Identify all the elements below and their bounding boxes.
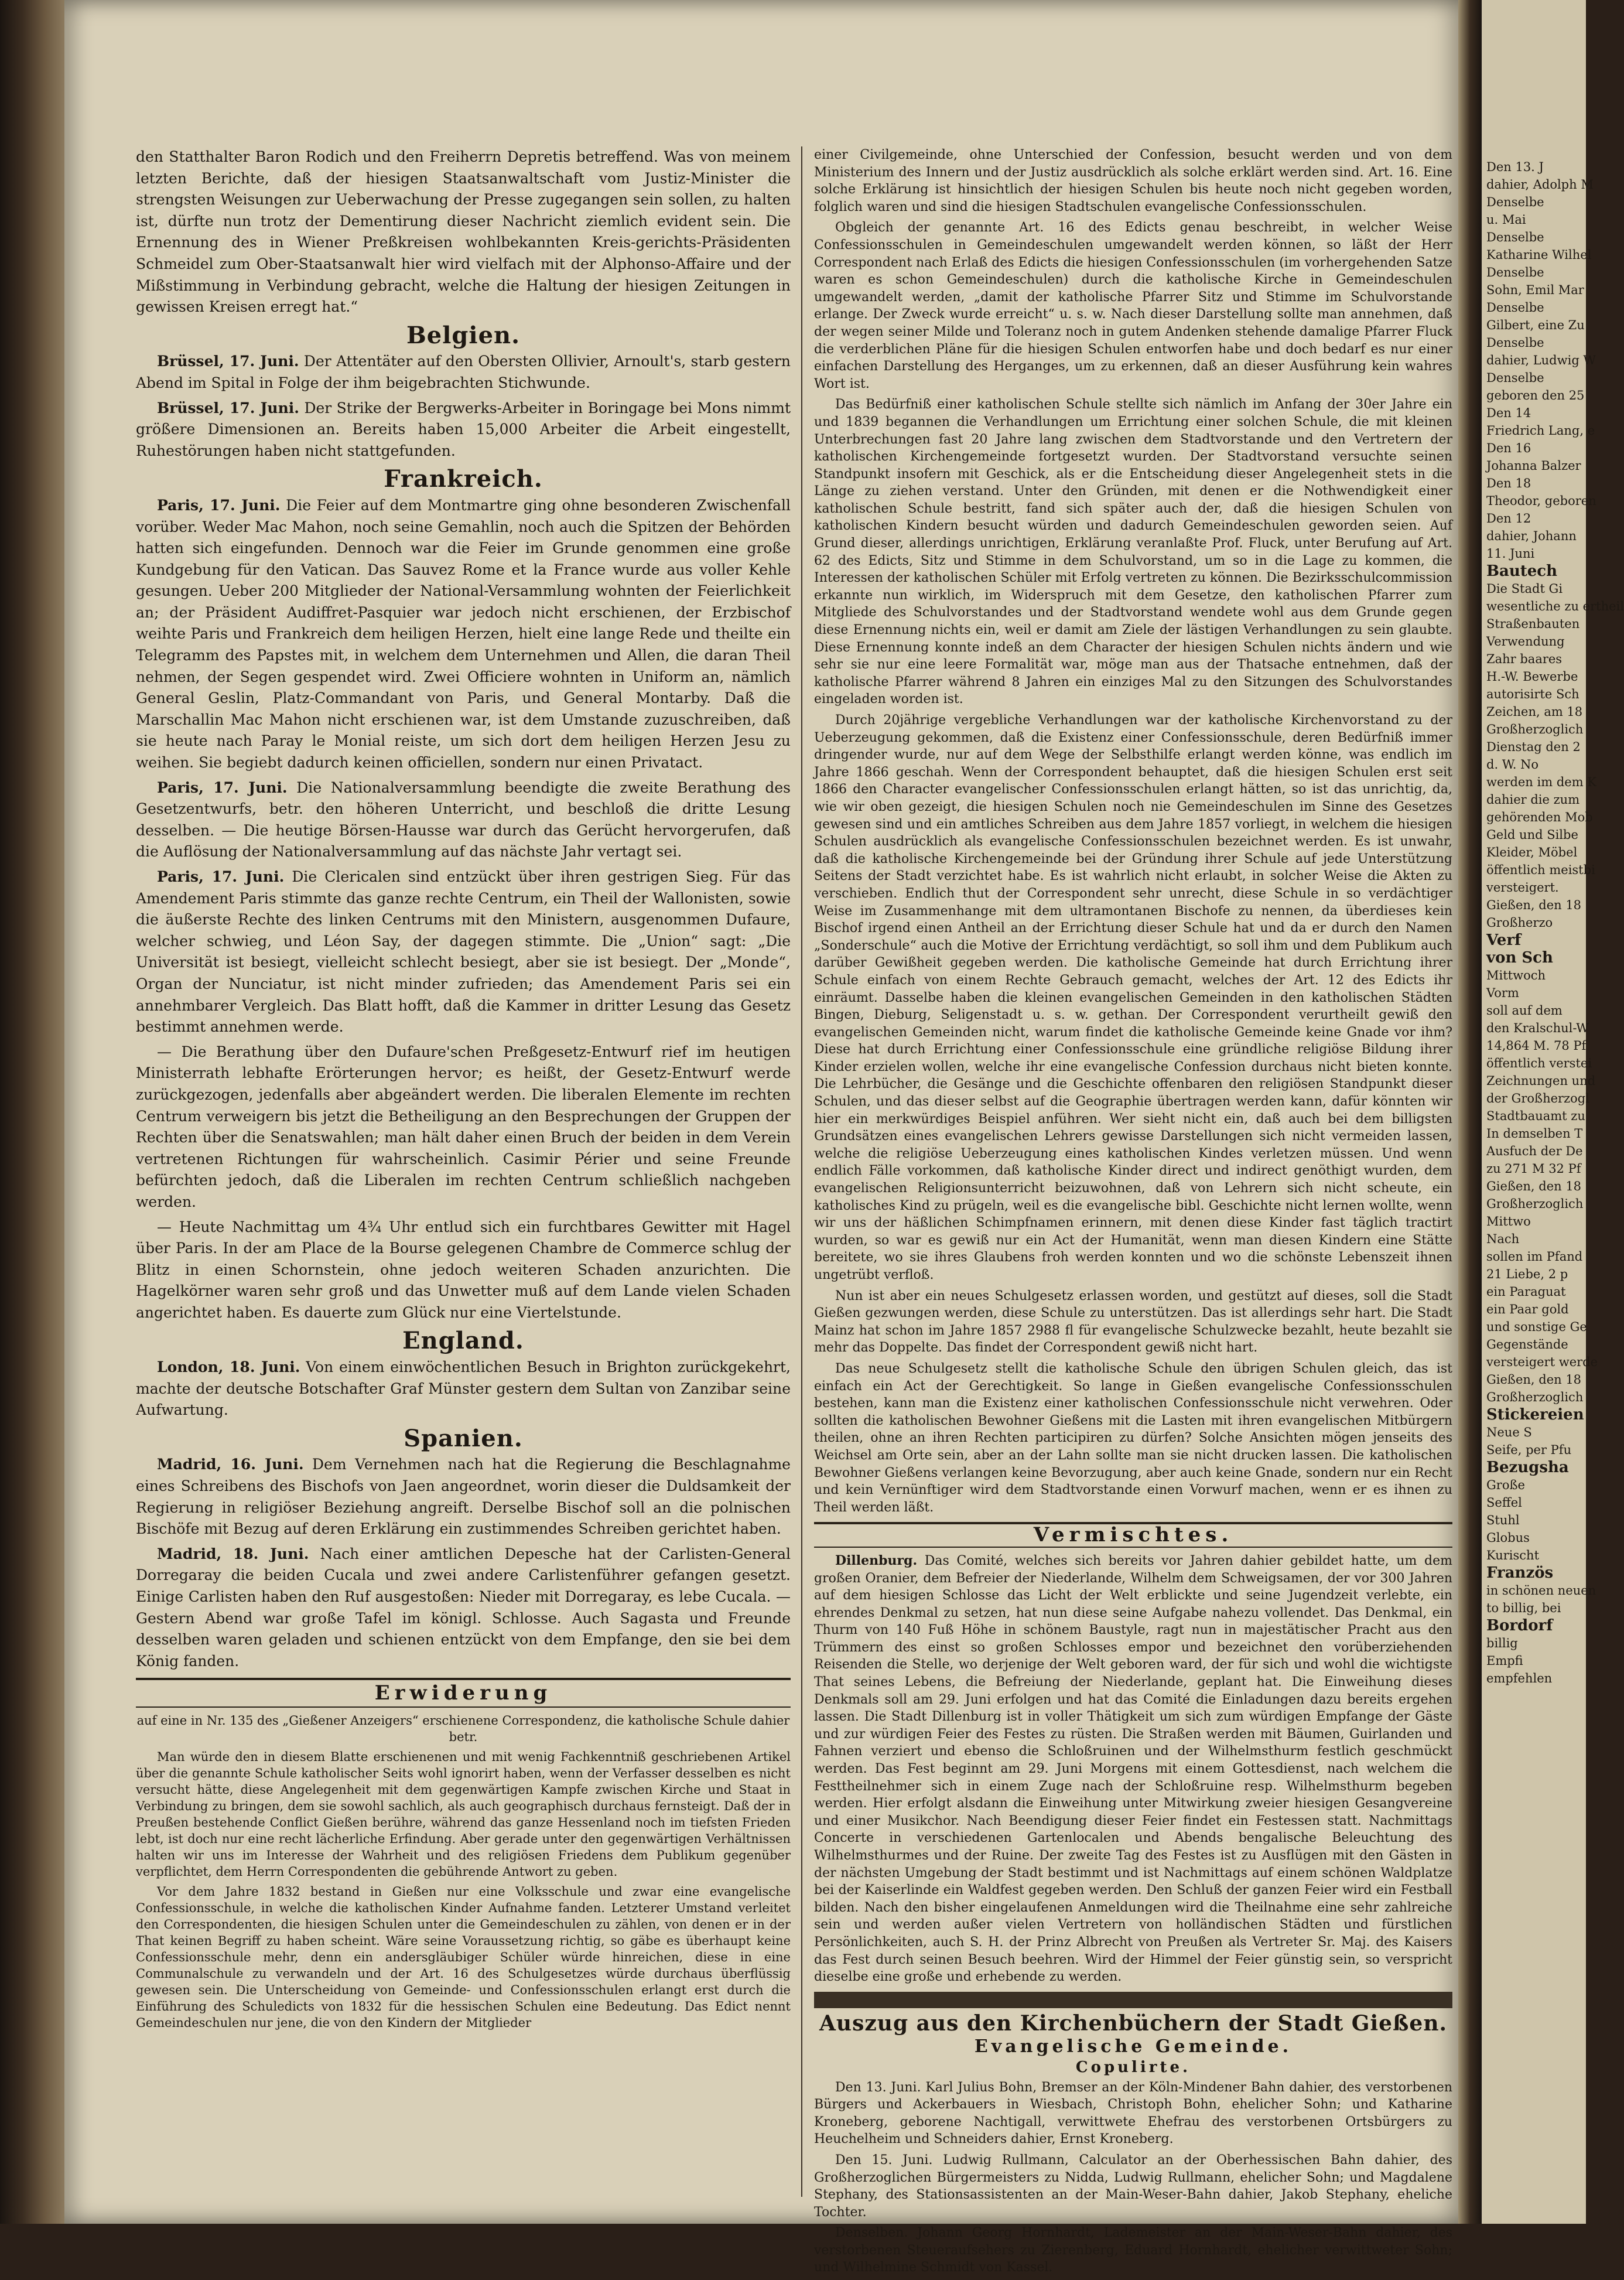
- erwiderung-paragraph: Man würde den in diesem Blatte erschienenen und mit wenig Fachkenntniß geschriebenen Artikel über die genannte Schule katholischer Seits wohl ignorirt haben, wenn der Verfasser desselben es nicht versucht hätte, diese Angelegenheit mit dem gegenwärtigen Kampfe zwischen Kirche und Staat in Verbindung zu bringen, dem sie sowohl sachlich, als auch geographisch durchaus fernsteigt. Daß der in Preußen bestehende Conflict Gießen berühre, während das ganze Hessenland noch im tiefsten Frieden lebt, ist doch nur eine recht lächerliche Erfindung. Aber gerade unter den gegenwärtigen Verhältnissen halten wir uns im Interesse der Wahrheit und des religiösen Friedens dem Publikum gegenüber verpflichtet, dem Herrn Correspondenten die gebührende Antwort zu geben.: [136, 1749, 791, 1879]
- adjacent-page-line: öffentlich verstei: [1486, 1056, 1592, 1070]
- adjacent-page-line: 21 Liebe, 2 p: [1486, 1267, 1568, 1281]
- news-item: [136, 495, 791, 774]
- news-text: Der Attentäter auf den Obersten Ollivier, Arnoult's, starb gestern Abend im Spital in Folge der ihm beigebrachten Stichwunde.: [136, 353, 791, 391]
- adjacent-page-line: d. W. No: [1486, 757, 1539, 772]
- intro-paragraph: den Statthalter Baron Rodich und den Freiherrn Depretis betreffend. Was von meinem letzten Berichte, daß der hiesigen Staatsanwaltschaft vom Justiz-Minister die strengsten Weisungen zur Ueberwachung der Presse zugegangen sein sollen, zu halten ist, dürfte nun trotz der Dementirung dieser Nachricht ziemlich evident sein. Die Ernennung des in Wiener Preßkreisen wohlbekannten Kreis-gerichts-Präsidenten Schmeidel zum Ober-Staatsanwalt hier wird vielfach mit der Alphonso-Affaire und der Mißstimmung in Verbindung gebracht, welche die Haltung der hiesigen Zeitungen in gewissen Kreisen erregt hat.“: [136, 148, 791, 316]
- adjacent-page-line: Denselbe: [1486, 230, 1544, 244]
- adjacent-page-line: ein Paraguat: [1486, 1285, 1566, 1299]
- news-text: Das Comité, welches sich bereits vor Jahren dahier gebildet hatte, um dem großen Oranier, dem Befreier der Niederlande, Wilhelm dem Schweigsamen, der vor 300 Jahren auf dem hiesigen Schlosse das Licht der Welt erblickte und seine Jugendzeit verlebte, ein ehrendes Denkmal zu setzen, hat nun diese seine Aufgabe nahezu vollendet. Das Denkmal, ein Thurm von 140 Fuß Höhe in schönem Baustyle, ragt nun in majestätischer Pracht aus den Trümmern des einst so großen Schlosses empor und bezeichnet den vorüberziehenden Reisenden die Stelle, wo derjenige der Welt geboren ward, der für sich und wohl die wichtigste That seines Lebens, die Befreiung der Niederlande, geplant hat. Die Einweihung dieses Denkmals soll am 29. Juni erfolgen und hat das Comité die Einladungen dazu bereits ergehen lassen. Die Stadt Dillenburg ist in voller Thätigkeit um sich zum würdigen Empfange der Gäste und zur würdigen Feier des Festes zu rüsten. Die Straßen werden mit Bäumen, Guirlanden und Fahnen verziert und ebenso die Schloßruinen und der Wilhelmsthurm festlich geschmückt werden. Das Fest beginnt am 29. Juni Morgens mit einem Gottesdienst, nach welchem die Festtheilnehmer sich in einem Zuge nach der Schloßruine resp. Wilhelmsthurm begeben werden. Hier erfolgt alsdann die Einweihung unter Mitwirkung zweier hiesigen Gesangvereine und einer Musikchor. Nach Beendigung dieser Feier findet ein Festessen statt. Nachmittags Concerte in verschiedenen Gartenlocalen und Abends bengalische Beleuchtung des Wilhelmsthurmes und der Ruine. Der zweite Tag des Festes ist zu Ausflügen mit den Gästen in der nächsten Umgebung der Stadt bestimmt und ist Nachmittags auf einem schönen Waldplatze bei der Kaiserlinde ein Waldfest gegeben werden. Den Schluß der ganzen Feier wird ein Festball bilden. Nach den bisher eingelaufenen Anmeldungen wird die Theilnahme eine sehr zahlreiche sein und werden außer vielen Vertretern von holländischen Städten und fürstlichen Persönlichkeiten, auch S. H. der Prinz Albrecht von Preußen als Vertreter Sr. Maj. des Kaisers das Fest durch seinen Besuch beehren. Wird der Himmel der Feier günstig sein, so verspricht dieselbe eine große und erhebende zu werden.: [814, 1553, 1452, 1985]
- adjacent-page-line: Verf: [1486, 931, 1522, 949]
- adjacent-page-line: Globus: [1486, 1531, 1530, 1545]
- news-item: [136, 1357, 791, 1421]
- adjacent-page-line: den Kralschul-W: [1486, 1021, 1589, 1035]
- dateline: Dillenburg.: [835, 1552, 918, 1568]
- adjacent-page-line: Denselbe: [1486, 195, 1544, 209]
- adjacent-page-line: Zahr baares: [1486, 652, 1563, 666]
- news-text: — Die Berathung über den Dufaure'schen Preßgesetz-Entwurf rief im heutigen Ministerrath lebhafte Erörterungen hervor; es heißt, der Gesetz-Entwurf werde zurückgezogen, jedenfalls aber abgeändert werden. Die liberalen Elemente im rechten Centrum verweigern bis jetzt die Betheiligung an den Besprechungen der Gruppen der Rechten über die Senatswahlen; man hält daher einen Bruch der beiden in dem Verein vertretenen Richtungen für wahrscheinlich. Casimir Périer und seine Freunde befürchten jedoch, daß die Liberalen im rechten Centrum schließlich nachgeben werden.: [136, 1043, 791, 1210]
- vermischtes-heading: Vermischtes.: [814, 1522, 1452, 1548]
- adjacent-page-line: Großherzo: [1486, 916, 1553, 930]
- dateline: Paris, 17. Juni.: [157, 496, 281, 514]
- adjacent-page-line: Stuhl: [1486, 1513, 1520, 1527]
- adjacent-page-line: Denselbe: [1486, 371, 1544, 385]
- adjacent-page-line: ein Paar gold: [1486, 1302, 1569, 1316]
- adjacent-page-line: Empfi: [1486, 1654, 1523, 1668]
- adjacent-page-line: geboren den 25: [1486, 388, 1585, 402]
- dateline: Madrid, 18. Juni.: [157, 1545, 309, 1562]
- dateline: Madrid, 16. Juni.: [157, 1456, 304, 1473]
- adjacent-page-line: Denselbe: [1486, 336, 1544, 350]
- dateline: London, 18. Juni.: [157, 1359, 300, 1376]
- adjacent-page-line: Mittwo: [1486, 1214, 1531, 1228]
- register-entry: Den 15. Juni. Ludwig Rullmann, Calculator an der Oberhessischen Bahn dahier, des Großherzoglichen Bürgermeisters zu Nidda, Ludwig Rullmann, ehelicher Sohn; und Magdalene Stephany, des Stationsassistenten an der Main-Weser-Bahn dahier, Jakob Stephany, eheliche Tochter.: [814, 2152, 1452, 2220]
- erwiderung-continuation: Das Bedürfniß einer katholischen Schule stellte sich nämlich im Anfang der 30er Jahre ein und 1839 begannen die Verhandlungen um Errichtung einer solchen Schule, die mit kleinen Unterbrechungen fast 20 Jahre lang zwischen dem Stadtvorstande und den Vertretern der katholischen Kirchengemeinde fortgesetzt wurden. Der Stadtvorstand versuchte seinen Standpunkt insofern mit Geschick, als er die Entscheidung dieser Angelegenheit stets in die Länge zu ziehen verstand. Unter den Gründen, mit denen er die Nothwendigkeit einer katholischen Schule bestritt, fand sich später auch der, daß die hiesigen Schulen von katholischen Kindern besucht würden und dadurch Gemeindeschulen geworden seien. Auf Grund dieser, allerdings unrichtigen, Erklärung veranlaßte Prof. Fluck, unter Berufung auf Art. 62 des Edicts, Sitz und Stimme in dem Schulvorstand, um so in die Lage zu kommen, die Interessen der katholischen Schüler mit Erfolg vertreten zu können. Die Bezirksschulcommission erkannte nun wirklich, im Widerspruch mit dem Gesetze, den katholischen Pfarrer zum Mitgliede des Schulvorstandes und der Stadtvorstand wendete wohl aus dem Grunde gegen diese Ernennung nichts ein, weil er damit am Ziele der lästigen Verhandlungen zu sein glaubte. Diese Ernennung konnte indeß an dem Character der hiesigen Schulen nichts ändern und wie sehr sie nur eine leere Formalität war, möge man aus der Thatsache entnehmen, daß der katholische Pfarrer während 8 Jahren ein einziges Mal zu den Sitzungen des Schulvorstandes eingeladen worden ist.: [814, 397, 1452, 707]
- adjacent-page-line: gehörenden Mob: [1486, 810, 1593, 824]
- adjacent-page-line: empfehlen: [1486, 1671, 1553, 1685]
- adjacent-page-line: wesentliche zu ertheil: [1486, 599, 1624, 613]
- adjacent-page-line: Nach: [1486, 1232, 1520, 1246]
- adjacent-page-line: billig: [1486, 1636, 1518, 1650]
- adjacent-page-line: Bordorf: [1486, 1617, 1553, 1634]
- adjacent-page-line: Seffel: [1486, 1496, 1522, 1510]
- adjacent-page-line: Friedrich Lang, e: [1486, 424, 1595, 438]
- adjacent-page-line: Den 13. J: [1486, 160, 1544, 174]
- separator-band: [814, 1992, 1452, 2008]
- adjacent-page-line: Denselbe: [1486, 265, 1544, 279]
- adjacent-page-line: Straßenbauten: [1486, 617, 1580, 631]
- adjacent-page-line: Gegenstände: [1486, 1337, 1568, 1351]
- news-item: [814, 1552, 1452, 1986]
- adjacent-page-line: Denselbe: [1486, 301, 1544, 315]
- section-heading-spanien: Spanien.: [404, 1424, 523, 1452]
- adjacent-page-line: in schönen neuen: [1486, 1583, 1596, 1598]
- adjacent-page-line: Katharine Wilhel: [1486, 248, 1592, 262]
- register-entry: Den 13. Juni. Karl Julius Bohn, Bremser an der Köln-Mindener Bahn dahier, des verstorbenen Bürgers und Ackerbauers in Wiesbach, Christoph Bohn, ehelicher Sohn; und Katharine Kroneberg, geborene Nachtigall, verwittwete Ehefrau des verstorbenen Ortsbürgers zu Heuchelheim und Schneiders dahier, Ernst Kroneberg.: [814, 2080, 1452, 2147]
- dateline: Brüssel, 17. Juni.: [157, 353, 299, 370]
- adjacent-page-line: Große: [1486, 1478, 1525, 1492]
- dateline: Brüssel, 17. Juni.: [157, 399, 299, 417]
- adjacent-page-line: to billig, bei: [1486, 1601, 1561, 1615]
- erwiderung-continuation: Obgleich der genannte Art. 16 des Edicts genau beschreibt, in welcher Weise Confessionsschulen in Gemeindeschulen umgewandelt werden können, so läßt der Herr Correspondent nach Erlaß des Edicts die hiesigen Confessionsschulen (im vorhergehenden Satze waren es schon Gemeindeschulen) durch die katholische Kirche in Gemeindeschulen umgewandelt werden, „damit der katholische Pfarrer Sitz und Stimme im Schulvorstande erlange. Der Zweck wurde erreicht“ u. s. w. Nach dieser Darstellung sollte man annehmen, daß der wegen seiner Milde und Toleranz noch in gutem Andenken stehende damalige Pfarrer Fluck die verderblichen Pläne für die hiesigen Schulen entworfen habe und doch bedarf es nur einer einfachen Darstellung des Herganges, um zu erkennen, daß an dieser Ausführung kein wahres Wort ist.: [814, 220, 1452, 391]
- adjacent-page-line: 11. Juni: [1486, 547, 1535, 561]
- adjacent-page-line: Den 16: [1486, 441, 1531, 455]
- erwiderung-continuation: Nun ist aber ein neues Schulgesetz erlassen worden, und gestützt auf dieses, soll die Stadt Gießen gezwungen werden, diese Schule zu unterstützen. Das ist allerdings sehr hart. Die Stadt Mainz hat schon im Jahre 1857 2988 fl für evangelische Schulzwecke bezahlt, heute bezahlt sie mehr das Doppelte. Das findet der Correspondent gewiß nicht hart.: [814, 1288, 1452, 1356]
- adjacent-page-line: Neue S: [1486, 1425, 1532, 1439]
- news-text: Der Strike der Bergwerks-Arbeiter in Boringage bei Mons nimmt größere Dimensionen an. Bereits haben 15,000 Arbeiter die Arbeit eingestellt, Ruhestörungen haben nicht stattgefunden.: [136, 399, 791, 459]
- adjacent-page-line: Französ: [1486, 1564, 1554, 1582]
- adjacent-page-line: soll auf dem: [1486, 1004, 1563, 1018]
- news-item: [136, 777, 791, 863]
- page-gutter: [1458, 0, 1482, 2224]
- section-heading-belgien: Belgien.: [406, 321, 521, 349]
- copulirte-heading: Copulirte.: [1075, 2058, 1191, 2076]
- adjacent-page-line: autorisirte Sch: [1486, 687, 1579, 701]
- news-text: Nach einer amtlichen Depesche hat der Carlisten-General Dorregaray die beiden Cucala und zwei andere Carlistenführer gefangen gesetzt. Einige Carlisten haben den Ruf ausgestoßen: Nieder mit Dorregaray, es lebe Cucala. — Gestern Abend war große Tafel im königl. Schlosse. Auch Sagasta und Freunde desselben waren geladen und schienen entzückt von dem Empfange, den sie bei dem König fanden.: [136, 1545, 791, 1670]
- adjacent-page-line: Zeichnungen und: [1486, 1074, 1596, 1088]
- adjacent-page-line: Gießen, den 18: [1486, 1179, 1582, 1193]
- news-text: — Heute Nachmittag um 4¾ Uhr entlud sich ein furchtbares Gewitter mit Hagel über Paris. In der am Place de la Bourse gelegenen Chambre de Commerce schlug der Blitz in einen Schornstein, ohne jedoch weiteren Schaden anzurichten. Die Hagelkörner waren sehr groß und das Unwetter muß auf dem Lande vielen Schaden angerichtet haben. Es dauerte zum Glück nur eine Viertelstunde.: [136, 1218, 791, 1321]
- erwiderung-continuation: einer Civilgemeinde, ohne Unterschied der Confession, besucht werden und von dem Ministerium des Innern und der Justiz ausdrücklich als solche erklärt werden sind. Art. 16. Eine solche Erklärung ist hinsichtlich der hiesigen Schulen bis heute noch nicht gegeben worden, folglich waren und sind die hiesigen Stadtschulen evangelische Confessionsschulen.: [814, 148, 1452, 214]
- adjacent-page-line: Theodor, geboren: [1486, 494, 1596, 508]
- adjacent-page-line: Den 18: [1486, 476, 1531, 490]
- erwiderung-continuation: Durch 20jährige vergebliche Verhandlungen war der katholische Kirchenvorstand zu der Ueberzeugung gekommen, daß die Existenz einer Confessionsschule, deren Bedürfniß immer dringender wurde, nur auf dem Wege der Selbsthilfe erlangt werden könne, was endlich im Jahre 1866 geschah. Wenn der Correspondent behauptet, daß die hiesigen Schulen erst seit 1866 den Character evangelischer Confessionsschulen erlangt hätten, so ist das unrichtig, da, wie wir oben gezeigt, die hiesigen Schulen noch nie Gemeindeschulen im Sinne des Gesetzes gewesen sind und ein amtliches Schreiben aus dem Jahre 1857 vorliegt, in welchem die hiesigen Schulen ausdrücklich als evangelische Confessionsschulen bezeichnet werden. Es ist unwahr, daß die katholische Kirchengemeinde bei der Gründung ihrer Schule auf jede Unterstützung Seitens der Stadt verzichtet habe. Es ist wahrlich nicht erlaubt, in solcher Weise die Akten zu verschieben. Endlich thut der Correspondent sehr unrecht, diese Schule in so verdächtiger Weise im Zusammenhange mit dem ultramontanen Bischofe zu nennen, da überdieses kein Bischof irgend einen Antheil an der Errichtung dieser Schule hat und da er durch den Namen „Sonderschule“ auch die Motive der Errichtung verdächtigt, so soll ihm und dem Publikum auch darüber Gewißheit gegeben werden. Die katholische Gemeinde hat durch Errichtung ihrer Schule einfach von einem Rechte Gebrauch gemacht, welches der Art. 12 des Edicts ihr einräumt. Dasselbe haben die kleinen evangelischen Gemeinden in den katholischen Städten Bingen, Dieburg, Seligenstadt u. s. w. gethan. Der Correspondent verurtheilt gewiß den evangelischen Gemeinden nicht, warum findet die katholische Gemeinde keine Gnade vor ihm? Diese hat durch Errichtung einer Confessionsschule eine gründliche religiöse Bildung ihrer Kinder erzielen wollen, welche ihr eine evangelische Confession durchaus nicht bieten konnte. Die Lehrbücher, die Gesänge und die Geschichte offenbaren den religiösen Standpunkt dieser Schulen, und das dieser selbst auf die Geographie übertragen werden kann, dafür könnten wir hier ein merkwürdiges Beispiel anführen. Wer sieht nicht ein, daß auch bei dem billigsten Grundsätzen eines evangelischen Lehrers gewisse Darstellungen sich nicht vermeiden lassen, welche die religiöse Ueberzeugung eines katholischen Kindes verletzen müssen. Und wenn endlich Fälle vorkommen, daß katholische Kinder direct und indirect genöthigt wurden, dem evangelischen Religionsunterricht beizuwohnen, daß von Lehrern sich nicht scheute, ein katholisches Kind zu prügeln, weil es die evangelische bibl. Geschichte nicht lernen wollte, wenn wir uns der häßlichen Schimpfnamen erinnern, mit denen diese Kinder fast täglich tractirt wurden, so war es gewiß nur ein Act der Humanität, wenn man diesen Kindern eine Stätte bereitete, wo sie ihres Glaubens froh werden konnten und wo die schönste Lebenszeit ihnen ungetrübt verfloß.: [814, 713, 1452, 1282]
- adjacent-page-line: In demselben T: [1486, 1127, 1583, 1141]
- adjacent-page-line: Stadtbauamt zu: [1486, 1109, 1585, 1123]
- adjacent-page-line: Mittwoch: [1486, 968, 1546, 982]
- column-divider: [801, 146, 802, 2197]
- news-item: [136, 351, 791, 394]
- adjacent-page-line: Bautech: [1486, 562, 1558, 580]
- news-text: Die Feier auf dem Montmartre ging ohne besonderen Zwischenfall vorüber. Weder Mac Mahon, noch seine Gemahlin, noch auch die Spitzen der Behörden hatten sich eingefunden. Dennoch war die Feier im Grunde genommen eine große Kundgebung für den Vatican. Das Sauvez Rome et la France wurde aus voller Kehle gesungen. Ueber 200 Mitglieder der National-Versammlung wohnten der Feierlichkeit an; der Präsident Audiffret-Pasquier war jedoch nicht erschienen, der Erzbischof weihte Paris und Frankreich dem heiligen Herzen, hielt eine lange Rede und theilte ein Telegramm des Papstes mit, in welchem dem Unternehmen und Allen, die daran Theil nehmen, der Segen gespendet wird. Zwei Officiere wohnten in Uniform an, nämlich General Geslin, Platz-Commandant von Paris, und General Montarby. Daß die Marschallin Mac Mahon nicht erschienen war, ist dem Umstande zuzuschreiben, daß sie heute nach Paray le Monial reiste, um sich dort dem heiligen Herzen Jesu zu weihen. Sie begiebt dadurch keinen officiellen, sondern nur einen Privatact.: [136, 496, 791, 772]
- adjacent-page-line: öffentlich meistbi: [1486, 863, 1595, 877]
- adjacent-page-line: Zeichen, am 18: [1486, 705, 1583, 719]
- news-item: [136, 1544, 791, 1673]
- adjacent-page-line: Gießen, den 18: [1486, 898, 1582, 912]
- adjacent-page-line: Stickereien: [1486, 1406, 1584, 1424]
- adjacent-page-line: Seife, per Pfu: [1486, 1443, 1572, 1457]
- adjacent-page-line: versteigert werde: [1486, 1355, 1598, 1369]
- left-column: [136, 146, 791, 2035]
- section-heading-frankreich: Frankreich.: [384, 465, 543, 493]
- adjacent-page-line: Großherzoglich: [1486, 1390, 1584, 1404]
- adjacent-page-line: Bezugsha: [1486, 1459, 1569, 1476]
- adjacent-page-line: versteigert.: [1486, 880, 1559, 895]
- middle-column: [814, 146, 1452, 2280]
- adjacent-page-line: Vorm: [1486, 986, 1519, 1000]
- news-text: Die Nationalversammlung beendigte die zweite Berathung des Gesetzentwurfs, betr. den höheren Unterricht, und beschloß die dritte Lesung desselben. — Die heutige Börsen-Hausse war durch das Gerücht hervorgerufen, daß die Auflösung der Nationalversammlung auf das nächste Jahr vertagt sei.: [136, 779, 791, 861]
- adjacent-page-line: Dienstag den 2: [1486, 740, 1581, 754]
- evangelische-gemeinde-heading: Evangelische Gemeinde.: [974, 2036, 1293, 2057]
- register-entry: Denselben. Johann Georg Hornhardt, Lademeister an der Main-Weser-Bahn dahier, des verstorbenen Steueraufsehers zu Zierenberg, Eduard Hornhardt, ehelicher verwittweter Sohn; und Wilhelmine Schmidt von Kassel.: [814, 2226, 1452, 2275]
- news-item: [136, 398, 791, 462]
- adjacent-page-line: von Sch: [1486, 949, 1553, 967]
- news-item: [136, 1454, 791, 1540]
- news-text: Dem Vernehmen nach hat die Regierung die Beschlagnahme eines Schreibens des Bischofs von Jaen angeordnet, worin dieser die Duldsamkeit der Regierung in religiöser Beziehung angreift. Derselbe Bischof soll an die polnischen Bischöfe mit Bezug auf deren Erklärung ein zustimmendes Schreiben gerichtet haben.: [136, 1456, 791, 1538]
- adjacent-page-line: H.-W. Bewerbe: [1486, 670, 1578, 684]
- adjacent-page-line: Kleider, Möbel: [1486, 845, 1578, 859]
- adjacent-page-line: Ausfuch der De: [1486, 1144, 1583, 1158]
- adjacent-page-line: Großherzoglich: [1486, 1197, 1584, 1211]
- adjacent-page-line: zu 271 M 32 Pf: [1486, 1162, 1581, 1176]
- erwiderung-heading: Erwiderung: [136, 1678, 791, 1708]
- adjacent-page-line: Geld und Silbe: [1486, 828, 1578, 842]
- adjacent-page-line: Gilbert, eine Zu: [1486, 318, 1585, 332]
- dateline: Paris, 17. Juni.: [157, 779, 288, 796]
- adjacent-page-line: Verwendung: [1486, 634, 1565, 648]
- news-text: Von einem einwöchentlichen Besuch in Brighton zurückgekehrt, machte der deutsche Botschafter Graf Münster gestern dem Sultan von Zanzibar seine Aufwartung.: [136, 1359, 791, 1419]
- adjacent-page-fragment: [1482, 0, 1624, 2224]
- dateline: Paris, 17. Juni.: [157, 868, 285, 885]
- erwiderung-subtitle: auf eine in Nr. 135 des „Gießener Anzeigers“ erschienene Correspondenz, die katholische Schule dahier betr.: [136, 1713, 790, 1744]
- adjacent-page-line: Sohn, Emil Mar: [1486, 283, 1584, 297]
- adjacent-page-line: Den 12: [1486, 511, 1531, 525]
- adjacent-page-line: dahier, Johann: [1486, 529, 1577, 543]
- adjacent-page-line: Großherzoglich: [1486, 722, 1584, 736]
- adjacent-page-line: dahier, Ludwig W: [1486, 353, 1596, 367]
- adjacent-page-line: Die Stadt Gi: [1486, 582, 1563, 596]
- news-text: Die Clericalen sind entzückt über ihren gestrigen Sieg. Für das Amendement Paris stimmte das ganze rechte Centrum, ein Theil der Wallonisten, sowie die äußerste Rechte des linken Centrums mit den Ministern, ausgenommen Dufaure, welcher schwieg, und Léon Say, der dagegen stimmte. Die „Union“ sagt: „Die Universität ist besiegt, vielleicht schlecht besiegt, aber sie ist besiegt. Der „Monde“, Organ der Nunciatur, ist nicht minder zufrieden; das Amendement Paris sei ein annehmbarer Vergleich. Das Blatt hofft, daß die Kammer in dritter Lesung das Gesetz bestimmt annehmen werde.: [136, 868, 791, 1036]
- adjacent-page-line: werden im dem K: [1486, 775, 1596, 789]
- erwiderung-paragraph: Vor dem Jahre 1832 bestand in Gießen nur eine Volksschule und zwar eine evangelische Confessionsschule, in welche die katholischen Kinder Aufnahme fanden. Letzterer Umstand verleitet den Correspondenten, die hiesigen Schulen unter die Gemeindeschulen zu zählen, von denen er in der That keinen Begriff zu haben scheint. Wäre seine Voraussetzung richtig, so gäbe es überhaupt keine Confessionsschule mehr, denn ein andersgläubiger Schüler würde hinreichen, diese in eine Communalschule zu verwandeln und der Art. 16 des Schulgesetzes würde durchaus überflüssig gewesen sein. Die Unterscheidung von Gemeinde- und Confessionsschulen erlangt erst durch die Einführung des Schuledicts von 1832 für die hessischen Schulen eine Bedeutung. Das Edict nennt Gemeindeschulen nur jene, die von den Kindern der Mitglieder: [136, 1884, 791, 2030]
- adjacent-page-lines: [1482, 0, 1624, 1687]
- adjacent-page-line: Den 14: [1486, 406, 1531, 420]
- news-item: [136, 866, 791, 1038]
- adjacent-page-line: Kurischt: [1486, 1548, 1540, 1562]
- adjacent-page-line: und sonstige Ge: [1486, 1320, 1587, 1334]
- kirchenbuecher-heading: Auszug aus den Kirchenbüchern der Stadt Gießen.: [819, 2011, 1448, 2036]
- adjacent-page-line: Gießen, den 18: [1486, 1373, 1582, 1387]
- adjacent-page-line: dahier, Adolph M: [1486, 178, 1594, 192]
- erwiderung-continuation: Das neue Schulgesetz stellt die katholische Schule den übrigen Schulen gleich, das ist einfach ein Act der Gerechtigkeit. So lange in Gießen evangelische Confessionsschulen bestehen, kann man die Existenz einer katholischen Confessionsschule nicht verwehren. Oder sollten die katholischen Bewohner Gießens mit die Lasten mit ihren evangelischen Mitbürgern theilen, ohne an ihren Rechten participiren zu dürfen? Solche Ansichten mögen jenseits des Weichsel am Orte sein, aber an der Lahn sollte man sie nicht drucken lassen. Die katholischen Bewohner Gießens verlangen keine Bevorzugung, aber auch keine Gnade, sondern nur ein Recht und kein Vernünftiger wird dem Stadtvorstande einen Vorwurf machen, wenn er es ihnen zu Theil werden läßt.: [814, 1361, 1452, 1515]
- adjacent-page-line: u. Mai: [1486, 213, 1526, 227]
- adjacent-page-line: 14,864 M. 78 Pf: [1486, 1039, 1587, 1053]
- adjacent-page-line: Johanna Balzer: [1486, 459, 1581, 473]
- adjacent-page-line: sollen im Pfand: [1486, 1250, 1583, 1264]
- section-heading-england: England.: [402, 1327, 524, 1355]
- adjacent-page-line: dahier die zum: [1486, 793, 1580, 807]
- adjacent-page-line: der Großherzogl: [1486, 1091, 1589, 1105]
- book-edge: [0, 0, 64, 2224]
